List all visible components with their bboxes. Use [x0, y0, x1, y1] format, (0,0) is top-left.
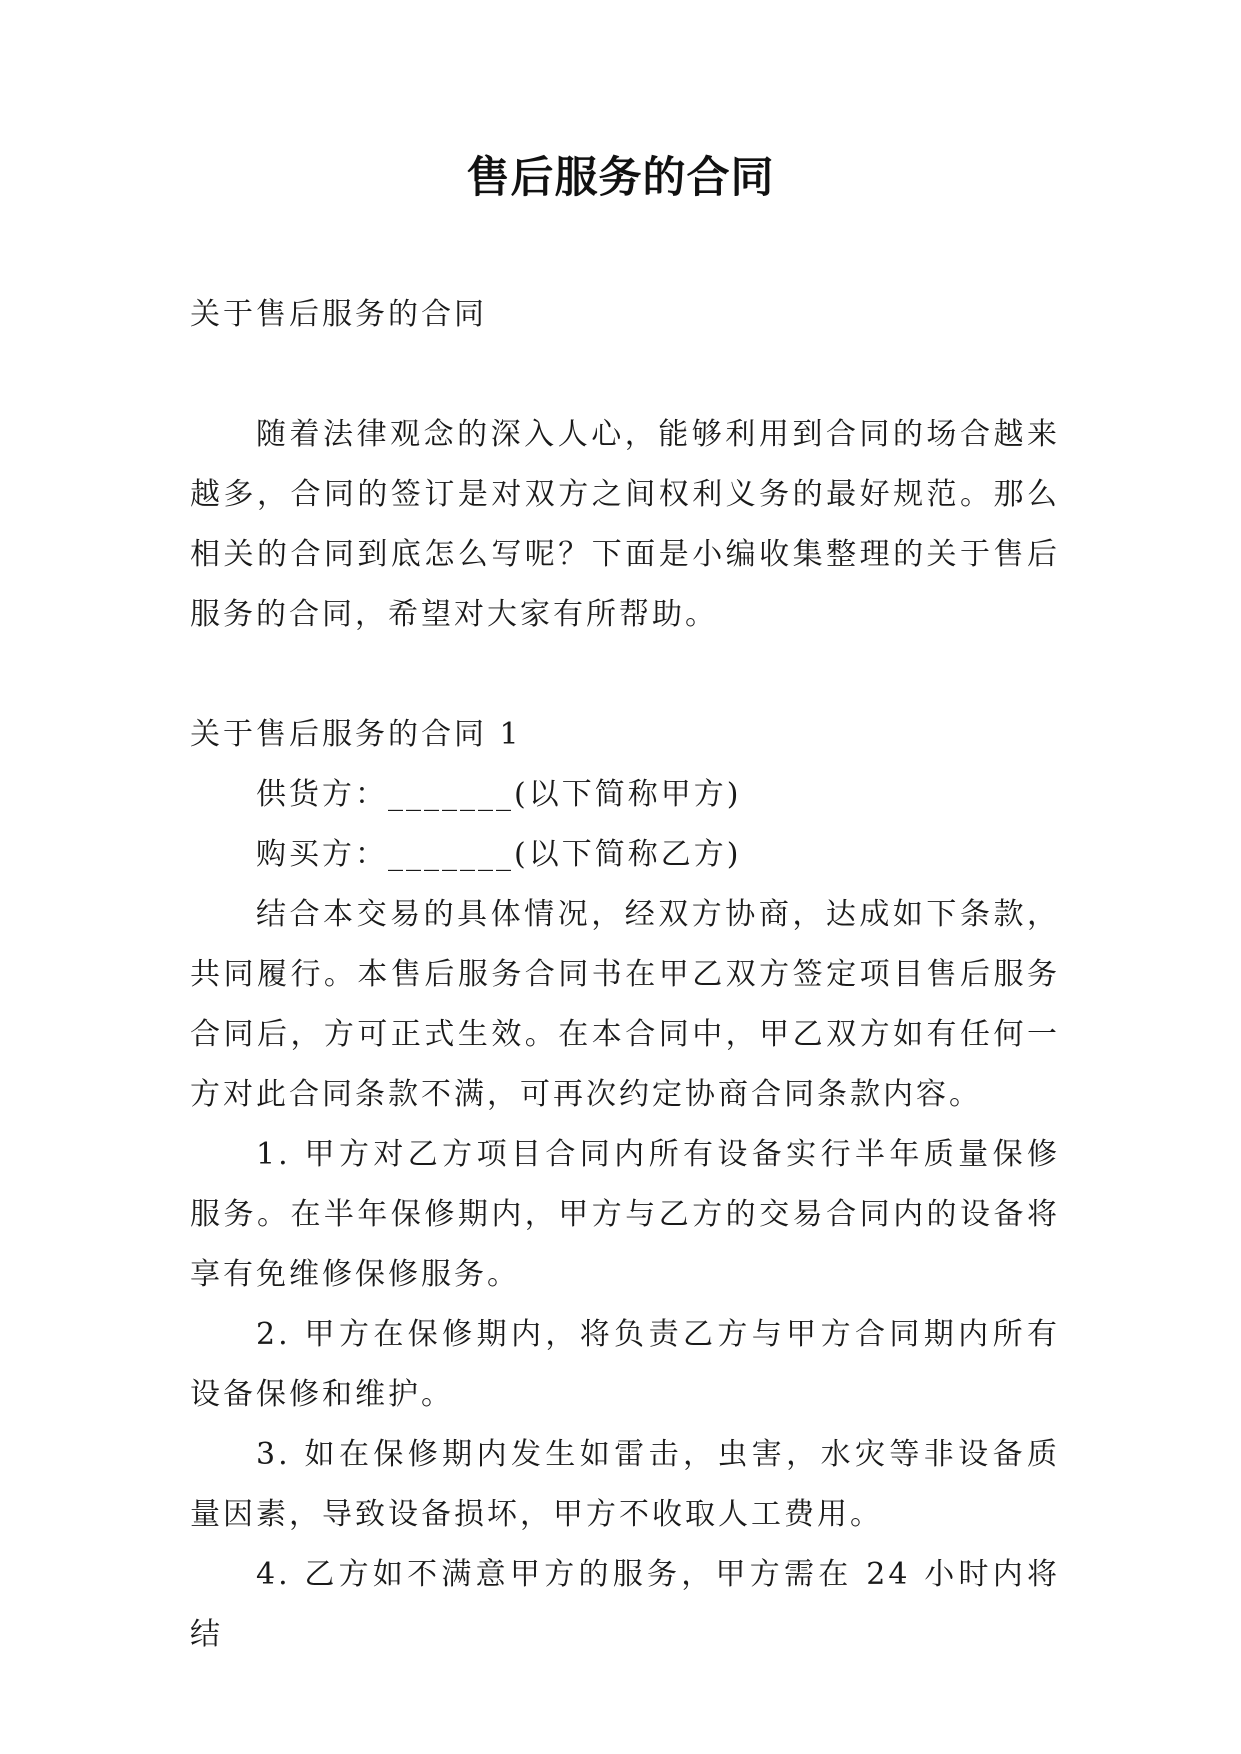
preamble-paragraph: 结合本交易的具体情况，经双方协商，达成如下条款，共同履行。本售后服务合同书在甲乙双方签定项目售后服务合同后，方可正式生效。在本合同中，甲乙双方如有任何一方对此合同条款不满，可再次约定协商合同条款内容。: [190, 897, 1060, 1112]
clause-item: 2. 甲方在保修期内，将负责乙方与甲方合同期内所有设备保修和维护。: [190, 1317, 1060, 1412]
clause-item: 1. 甲方对乙方项目合同内所有设备实行半年质量保修服务。在半年保修期内，甲方与乙方的交易合同内的设备将享有免维修保修服务。: [190, 1137, 1060, 1292]
clause-item: 3. 如在保修期内发生如雷击，虫害，水灾等非设备质量因素，导致设备损坏，甲方不收取人工费用。: [190, 1437, 1060, 1532]
intro-paragraph: 随着法律观念的深入人心，能够利用到合同的场合越来越多，合同的签订是对双方之间权利义务的最好规范。那么相关的合同到底怎么写呢？下面是小编收集整理的关于售后服务的合同，希望对大家有所帮助。: [190, 417, 1060, 632]
document-title: 售后服务的合同: [466, 153, 775, 203]
document-body: [190, 285, 1060, 1665]
document-subtitle: 关于售后服务的合同: [190, 297, 487, 332]
buyer-line: 购买方：_______(以下简称乙方): [256, 837, 742, 872]
clause-item: 4. 乙方如不满意甲方的服务，甲方需在 24 小时内将结: [190, 1557, 1060, 1652]
supplier-line: 供货方：_______(以下简称甲方): [256, 777, 742, 812]
section-heading: 关于售后服务的合同 1: [190, 717, 522, 752]
